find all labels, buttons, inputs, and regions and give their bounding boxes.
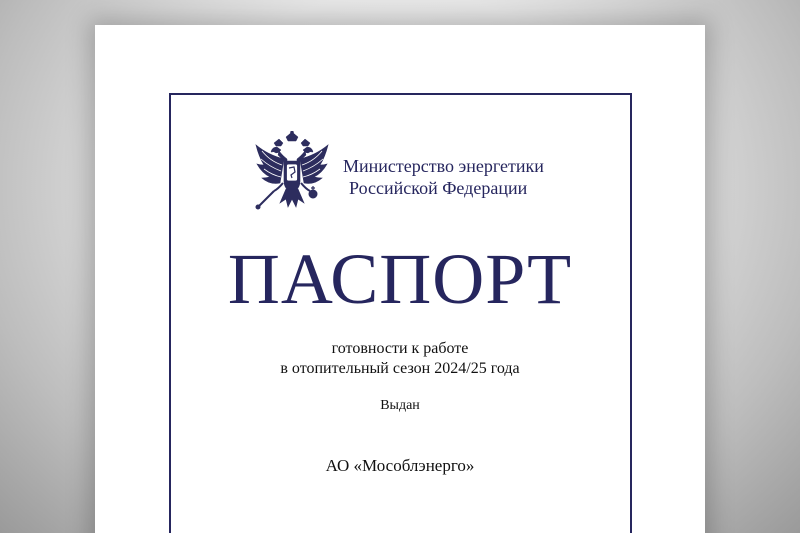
ministry-name-line1: Министерство энергетики [343, 156, 544, 176]
double-headed-eagle-emblem [250, 131, 334, 215]
document-title: ПАСПОРТ [227, 239, 573, 319]
organization-name: АО «Мособлэнерго» [325, 456, 475, 475]
document-subtitle [95, 339, 705, 379]
subtitle-line2: в отопительный сезон 2024/25 года [280, 360, 520, 377]
ministry-name-line2: Российской Федерации [349, 178, 528, 198]
issued-label: Выдан [380, 398, 420, 413]
ministry-name [343, 155, 544, 199]
document-page [95, 25, 705, 533]
subtitle-line1: готовности к работе [331, 340, 469, 357]
ministry-header [250, 131, 570, 219]
